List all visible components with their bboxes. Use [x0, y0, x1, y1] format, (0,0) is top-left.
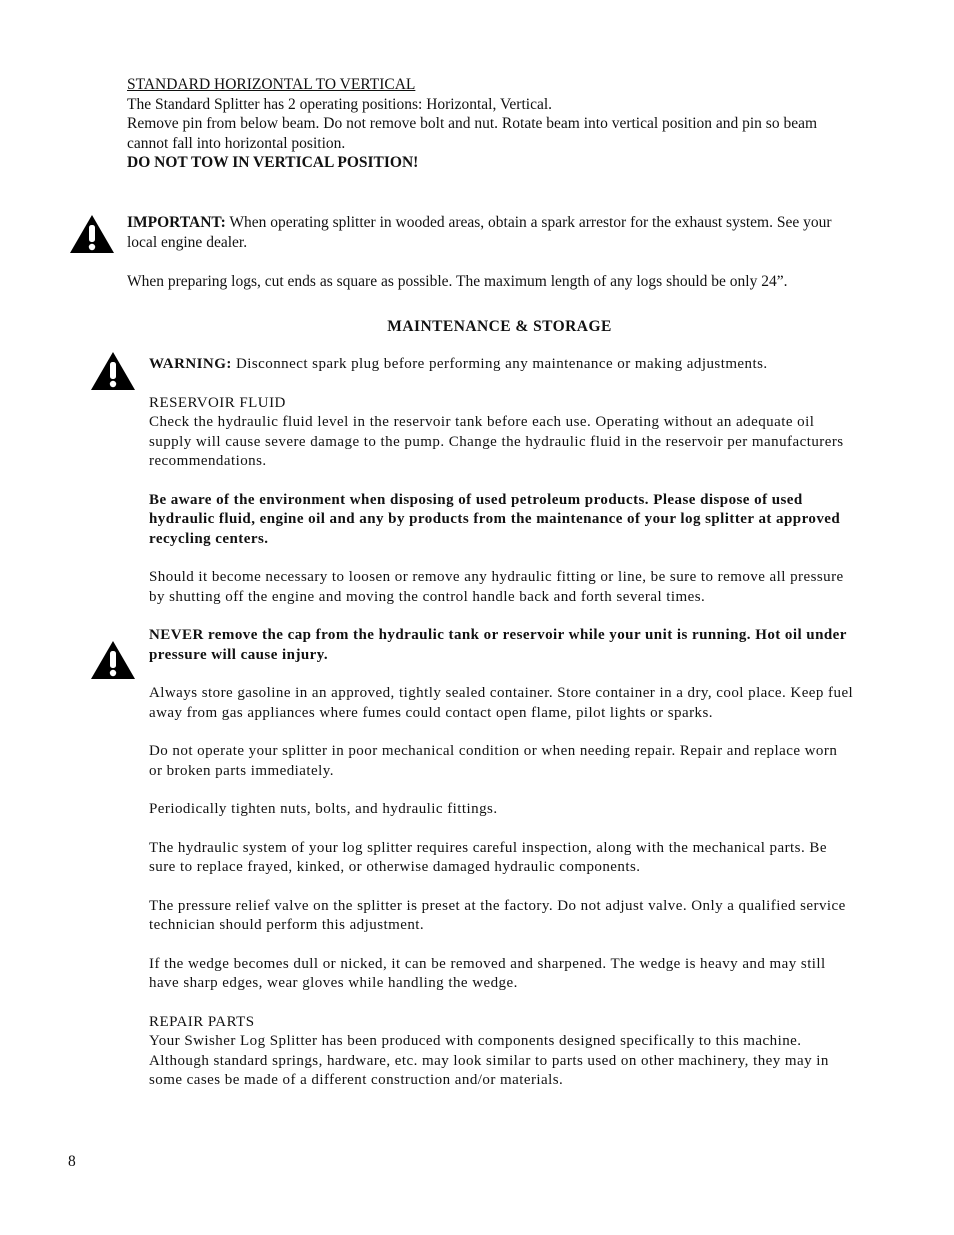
maintenance-title: MAINTENANCE & STORAGE [387, 318, 612, 335]
tighten-text: Periodically tighten nuts, bolts, and hydraulic fittings. [149, 801, 498, 817]
condition-text: Do not operate your splitter in poor mechanical condition or when needing repair. Repair and replace worn or broken parts immediately. [149, 743, 838, 779]
repair-heading: REPAIR PARTS [149, 1013, 255, 1030]
warning-label: WARNING: [149, 356, 232, 372]
gasoline-text: Always store gasoline in an approved, tightly sealed container. Store container in a dry, cool place. Keep fuel away from gas appliances where fumes could contact open flame, pilot lights or sparks. [149, 685, 854, 721]
warning-note [149, 355, 854, 375]
important-note [127, 213, 862, 252]
reservoir-heading: RESERVOIR FLUID [149, 394, 286, 411]
section-standard-position [127, 75, 857, 173]
repair-text: Your Swisher Log Splitter has been produced with components designed specifically to this machine. Although standard springs, hardware, etc. may look similar to parts used on other machinery, they may in some cases be made of a different construction and/or materials. [149, 1033, 829, 1088]
tow-warning: DO NOT TOW IN VERTICAL POSITION! [127, 154, 419, 171]
important-text: When operating splitter in wooded areas, obtain a spark arrestor for the exhaust system. See your local engine dealer. [127, 214, 832, 251]
warning-triangle-icon [90, 351, 136, 391]
section-heading: STANDARD HORIZONTAL TO VERTICAL [127, 76, 416, 93]
page-number: 8 [68, 1153, 76, 1170]
relief-text: The pressure relief valve on the splitter is preset at the factory. Do not adjust valve. Only a qualified service technician should perform this adjustment. [149, 897, 846, 933]
important-label: IMPORTANT: [127, 214, 226, 231]
wedge-text: If the wedge becomes dull or nicked, it can be removed and sharpened. The wedge is heavy and may still have sharp edges, wear gloves while handling the wedge. [149, 955, 826, 991]
logs-note: When preparing logs, cut ends as square as possible. The maximum length of any logs should be only 24”. [127, 273, 788, 290]
environment-text: Be aware of the environment when disposing of used petroleum products. Please dispose of used hydraulic fluid, engine oil and any by products from the maintenance of your log splitter at approved recycling centers. [149, 491, 841, 547]
reservoir-text: Check the hydraulic fluid level in the reservoir tank before each use. Operating without an adequate oil supply will cause severe damage to the pump. Change the hydraulic fluid in the reservoir per manufacturers recommendations. [149, 414, 844, 469]
paragraph: Remove pin from below beam. Do not remove bolt and nut. Rotate beam into vertical position and pin so beam cannot fall into horizontal position. [127, 115, 818, 152]
warning-triangle-icon [69, 214, 115, 254]
pressure-text: Should it become necessary to loosen or remove any hydraulic fitting or line, be sure to remove all pressure by shutting off the engine and moving the control handle back and forth several times. [149, 569, 844, 605]
warning-triangle-icon [90, 640, 136, 680]
inspection-text: The hydraulic system of your log splitter requires careful inspection, along with the mechanical parts. Be sure to replace frayed, kinked, or otherwise damaged hydraulic components. [149, 839, 827, 875]
maintenance-body [149, 355, 854, 1091]
warning-text: Disconnect spark plug before performing any maintenance or making adjustments. [231, 356, 768, 372]
paragraph: The Standard Splitter has 2 operating positions: Horizontal, Vertical. [127, 95, 553, 113]
never-warning: NEVER remove the cap from the hydraulic tank or reservoir while your unit is running. Hot oil under pressure will cause injury. [149, 627, 847, 663]
